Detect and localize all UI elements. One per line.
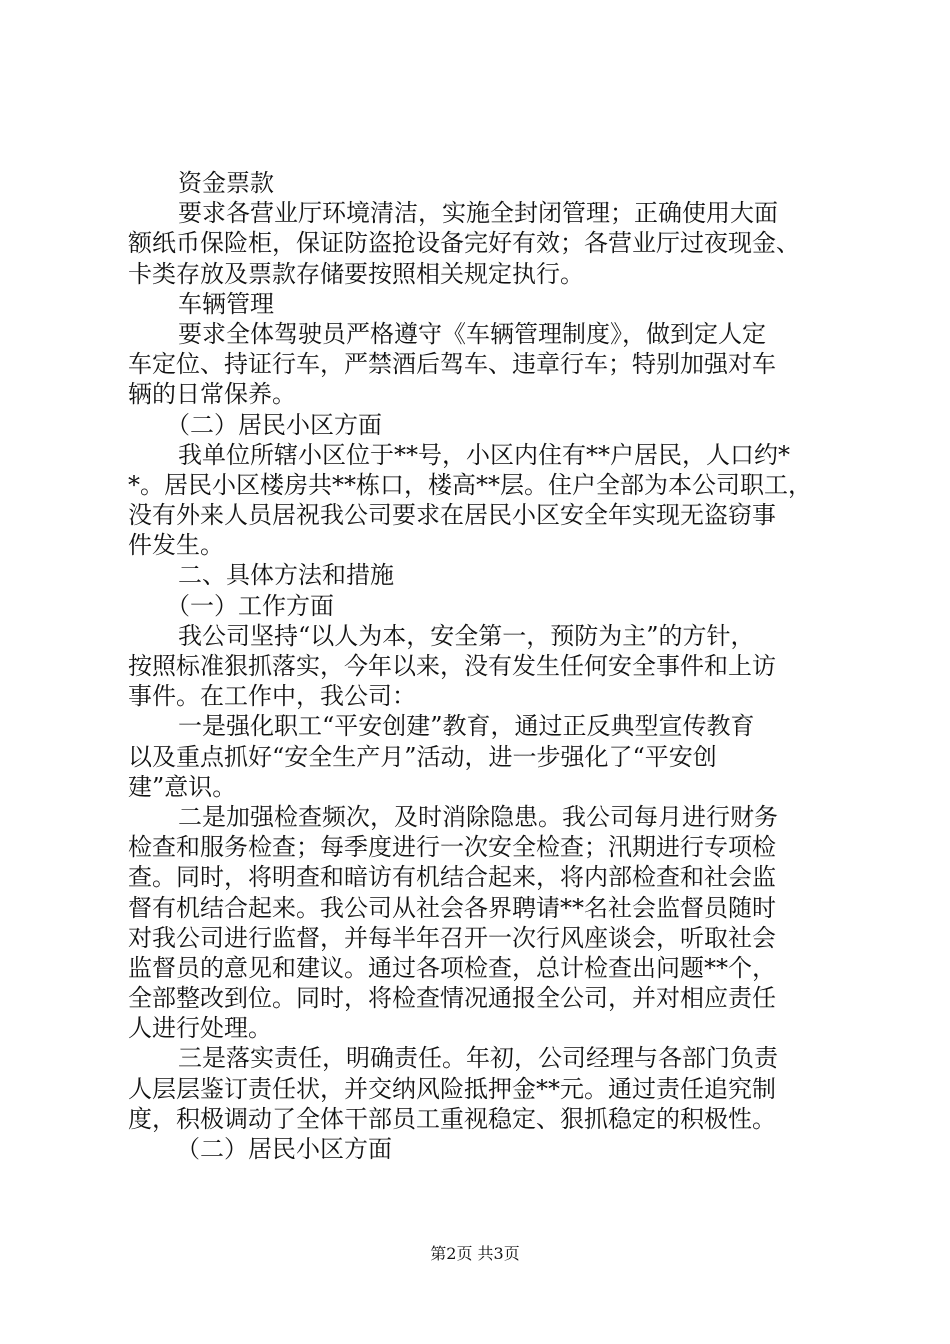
text-line: 车定位、持证行车，严禁酒后驾车、违章行车；特别加强对车: [128, 350, 776, 379]
text-line: 度，积极调动了全体干部员工重视稳定、狠抓稳定的积极性。: [128, 1104, 776, 1133]
text-line: 要求各营业厅环境清洁，实施全封闭管理；正确使用大面: [178, 199, 778, 228]
text-line: 卡类存放及票款存储要按照相关规定执行。: [128, 259, 584, 288]
text-line: 我单位所辖小区位于**号，小区内住有**户居民，人口约*: [178, 440, 790, 469]
text-line: 按照标准狠抓落实，今年以来，没有发生任何安全事件和上访: [128, 652, 776, 680]
text-line: （一）工作方面: [166, 591, 334, 620]
text-line: （二）居民小区方面: [166, 410, 382, 439]
page-indicator: 第2页 共3页: [430, 1244, 520, 1263]
text-line: 二是加强检查频次，及时消除隐患。我公司每月进行财务: [178, 802, 778, 831]
text-line: 额纸币保险柜，保证防盗抢设备完好有效；各营业厅过夜现金、: [128, 229, 800, 258]
text-line: 对我公司进行监督，并每半年召开一次行风座谈会，听取社会: [128, 923, 776, 952]
text-line: 全部整改到位。同时，将检查情况通报全公司，并对相应责任: [128, 984, 776, 1013]
text-line: 以及重点抓好“安全生产月”活动，进一步强化了“平安创: [128, 742, 717, 771]
text-line: 三是落实责任，明确责任。年初，公司经理与各部门负责: [178, 1044, 778, 1073]
text-line: 一是强化职工“平安创建”教育，通过正反典型宣传教育: [178, 712, 755, 741]
page-footer: [0, 1241, 950, 1264]
text-line: 资金票款: [178, 169, 274, 197]
text-line: 事件。在工作中，我公司：: [128, 682, 416, 711]
text-line: 车辆管理: [178, 289, 274, 318]
text-line: 人进行处理。: [128, 1014, 272, 1043]
text-line: 我公司坚持“以人为本，安全第一，预防为主”的方针，: [178, 621, 755, 650]
text-line: *。居民小区楼房共**栋口，楼高**层。住户全部为本公司职工，: [128, 470, 812, 499]
document-body: [128, 168, 828, 1164]
text-line: 辆的日常保养。: [128, 380, 296, 409]
text-line: 检查和服务检查；每季度进行一次安全检查；汛期进行专项检: [128, 833, 776, 862]
text-line: 没有外来人员居祝我公司要求在居民小区安全年实现无盗窃事: [128, 501, 776, 530]
text-line: 件发生。: [128, 531, 224, 560]
text-line: （二）居民小区方面: [176, 1135, 392, 1163]
text-line: 查。同时，将明查和暗访有机结合起来，将内部检查和社会监: [128, 863, 776, 892]
text-line: 监督员的意见和建议。通过各项检查，总计检查出问题**个，: [128, 953, 776, 982]
text-line: 督有机结合起来。我公司从社会各界聘请**名社会监督员随时: [128, 893, 776, 922]
text-line: 人层层鉴订责任状，并交纳风险抵押金**元。通过责任追究制: [128, 1074, 776, 1103]
text-line: 要求全体驾驶员严格遵守《车辆管理制度》，做到定人定: [178, 319, 766, 348]
text-line: 二、具体方法和措施: [178, 561, 394, 590]
text-line: 建”意识。: [128, 772, 237, 801]
